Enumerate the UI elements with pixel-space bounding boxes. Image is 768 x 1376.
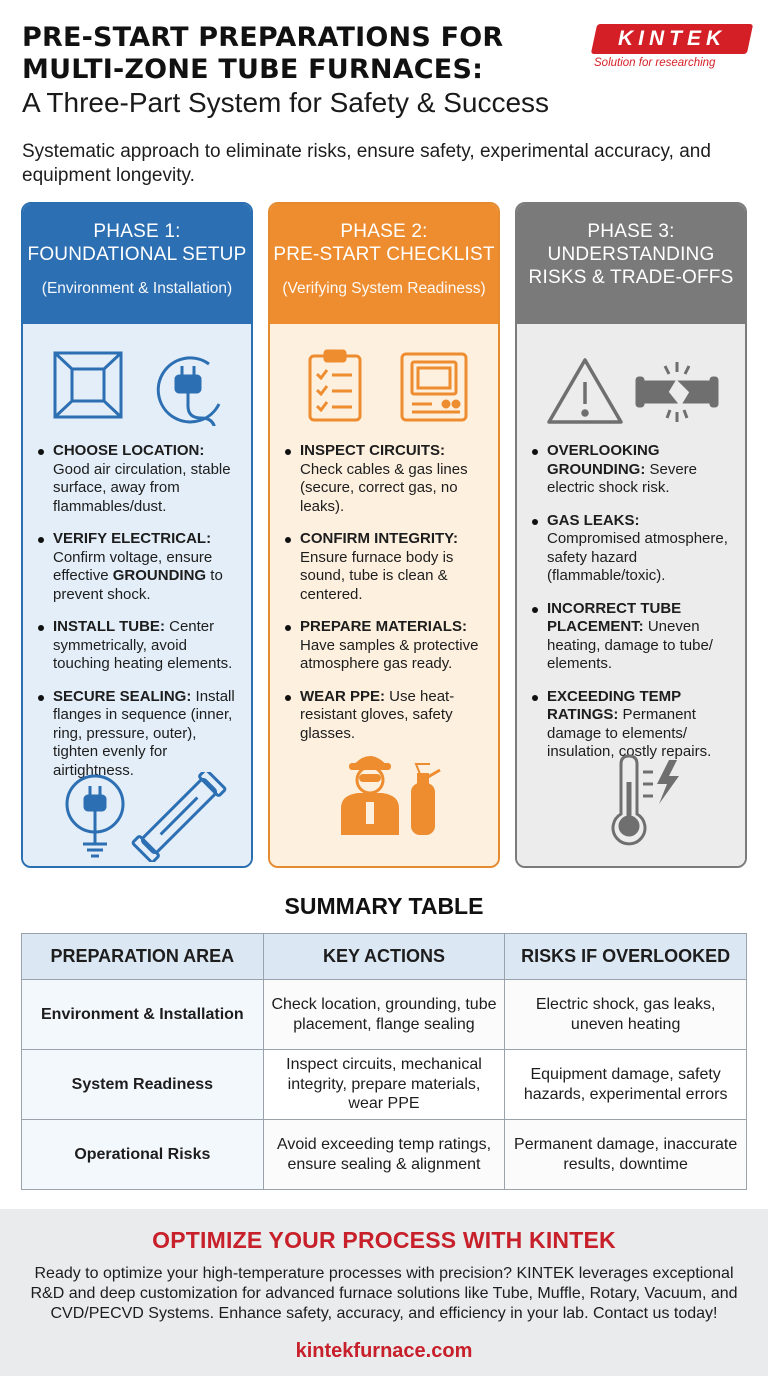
- furnace-icon: [402, 354, 466, 420]
- phase-3-list: [531, 442, 735, 776]
- item-text: Permanent damage to elements/ insulation, costly repairs.: [547, 706, 712, 760]
- room-location-icon: [55, 353, 121, 417]
- phase-1-header: [23, 204, 251, 324]
- list-item: [531, 600, 735, 674]
- phase-3-number: PHASE 3:: [587, 221, 675, 242]
- table-cell-area: Environment & Installation: [22, 980, 264, 1050]
- gas-cylinder-icon: [412, 764, 440, 834]
- list-item: [531, 688, 735, 762]
- phase-1-icons: [23, 346, 251, 426]
- clipboard-checklist-icon: [310, 351, 360, 420]
- item-text: Install flanges in sequence (inner, ring, pressure, outer), tighten evenly for airtightness.: [53, 687, 235, 779]
- phase-1-list: [37, 442, 241, 794]
- list-item: [37, 442, 241, 516]
- item-label: OVERLOOKING GROUNDING:: [547, 442, 660, 478]
- phase-2-card: [268, 202, 500, 868]
- item-label: PREPARE MATERIALS:: [300, 618, 467, 635]
- intro-text: Systematic approach to eliminate risks, ensure safety, experimental accuracy, and equipment longevity.: [22, 141, 711, 186]
- table-row: [22, 1050, 747, 1120]
- list-item: [531, 442, 735, 498]
- table-cell-risks: Electric shock, gas leaks, uneven heating: [505, 980, 747, 1050]
- list-item: [284, 688, 488, 744]
- page-subtitle: A Three-Part System for Safety & Success: [22, 87, 550, 118]
- phase-2-icons: [270, 346, 498, 426]
- item-text: to prevent shock.: [53, 567, 223, 603]
- item-label: SECURE SEALING:: [53, 687, 192, 705]
- kintek-logo[interactable]: [594, 24, 750, 69]
- phase-2-bottom-icons: [270, 744, 498, 834]
- worker-ppe-icon: [342, 757, 398, 834]
- logo-badge: [591, 24, 753, 54]
- phase-3-title: [517, 220, 745, 289]
- table-cell-area: System Readiness: [22, 1050, 264, 1120]
- item-label: CONFIRM INTEGRITY:: [300, 530, 459, 547]
- phase-1-number: PHASE 1:: [93, 221, 181, 242]
- phase-2-subtitle: (Verifying System Readiness): [282, 280, 486, 297]
- table-row: [22, 980, 747, 1050]
- list-item: [531, 512, 735, 586]
- logo-name: KINTEK: [617, 27, 727, 50]
- item-label: GAS LEAKS:: [547, 511, 640, 529]
- column-header: PREPARATION AREA: [22, 934, 264, 980]
- item-label: INSPECT CIRCUITS:: [300, 442, 446, 459]
- table-cell-risks: Permanent damage, inaccurate results, downtime: [505, 1120, 747, 1190]
- phase-1-bottom-icons: [23, 772, 251, 862]
- title-line-1: PRE-START PREPARATIONS FOR: [22, 22, 504, 53]
- power-plug-icon: [158, 358, 219, 426]
- item-label: VERIFY ELECTRICAL:: [53, 530, 212, 547]
- website-link[interactable]: kintekfurnace.com: [295, 1340, 473, 1362]
- item-label: CHOOSE LOCATION:: [53, 442, 205, 459]
- item-text: Have samples & protective atmosphere gas ready.: [300, 636, 479, 672]
- list-item: [37, 530, 241, 604]
- grounded-plug-icon: [67, 776, 123, 856]
- list-item: [37, 618, 241, 674]
- phase-3-card: [515, 202, 747, 868]
- thermometer-icon: [613, 756, 653, 844]
- item-label: INCORRECT TUBE PLACEMENT:: [547, 599, 682, 635]
- phase-1-subtitle: (Environment & Installation): [41, 280, 233, 297]
- phase-1-title: [23, 220, 251, 266]
- summary-table: [21, 933, 747, 1190]
- summary-title: SUMMARY TABLE: [284, 893, 484, 919]
- item-text: Use heat-resistant gloves, safety glasses.: [300, 687, 455, 742]
- item-text: Center symmetrically, avoid touching heating elements.: [53, 618, 233, 672]
- item-text: Ensure furnace body is sound, tube is clean & centered.: [300, 548, 454, 603]
- phase-3-bottom-icons: [517, 754, 745, 844]
- furnace-tube-icon: [132, 772, 225, 862]
- item-text: Check cables & gas lines (secure, correct gas, no leaks).: [300, 460, 468, 515]
- item-emphasis: GROUNDING: [112, 567, 207, 584]
- item-text: Uneven heating, damage to tube/ elements.: [547, 618, 713, 672]
- item-text: Good air circulation, stable surface, away from flammables/dust.: [53, 460, 231, 515]
- phase-3-icons: [517, 346, 745, 426]
- broken-tube-icon: [637, 362, 717, 422]
- warning-triangle-icon: [549, 360, 621, 422]
- table-cell-actions: Inspect circuits, mechanical integrity, prepare materials, wear PPE: [263, 1050, 505, 1120]
- phase-2-list: [284, 442, 488, 757]
- list-item: [37, 688, 241, 781]
- column-header: KEY ACTIONS: [263, 934, 505, 980]
- table-cell-area: Operational Risks: [22, 1120, 264, 1190]
- cta-title: OPTIMIZE YOUR PROCESS WITH KINTEK: [152, 1227, 616, 1253]
- title-line-2: MULTI-ZONE TUBE FURNACES:: [22, 54, 484, 85]
- lightning-icon: [657, 760, 679, 804]
- cta-text: Ready to optimize your high-temperature processes with precision? KINTEK leverages exceptional R&D and deep customization for advanced furnace solutions like Tube, Muffle, Rotary, Vacuum, and CVD/PECVD Systems. Enhance safety, accuracy, and efficiency in your lab. Contact us today!: [30, 1265, 738, 1322]
- phase-3-body: [517, 324, 745, 868]
- phase-2-name: PRE-START CHECKLIST: [273, 244, 495, 265]
- phase-2-body: [270, 324, 498, 868]
- table-cell-actions: Avoid exceeding temp ratings, ensure sealing & alignment: [263, 1120, 505, 1190]
- logo-tagline: Solution for researching: [594, 57, 716, 69]
- cta-section: [0, 1209, 768, 1376]
- phase-1-card: [21, 202, 253, 868]
- phase-2-number: PHASE 2:: [340, 221, 428, 242]
- phase-2-header: [270, 204, 498, 324]
- table-header-row: [22, 934, 747, 980]
- table-cell-risks: Equipment damage, safety hazards, experimental errors: [505, 1050, 747, 1120]
- list-item: [284, 618, 488, 674]
- table-cell-actions: Check location, grounding, tube placement, flange sealing: [263, 980, 505, 1050]
- table-row: [22, 1120, 747, 1190]
- header: [22, 22, 582, 120]
- item-text: Severe electric shock risk.: [547, 460, 698, 496]
- list-item: [284, 442, 488, 516]
- item-label: INSTALL TUBE:: [53, 618, 165, 635]
- item-text: Confirm voltage, ensure effective: [53, 548, 213, 584]
- phase-2-title: [270, 220, 498, 266]
- phase-1-body: [23, 324, 251, 868]
- list-item: [284, 530, 488, 604]
- column-header: RISKS IF OVERLOOKED: [505, 934, 747, 980]
- item-text: Compromised atmosphere, safety hazard (flammable/toxic).: [547, 530, 728, 584]
- phase-1-name: FOUNDATIONAL SETUP: [27, 244, 247, 265]
- phase-3-header: [517, 204, 745, 324]
- item-label: WEAR PPE:: [300, 687, 386, 705]
- page-title: [22, 22, 582, 86]
- phase-3-name: UNDERSTANDING: [547, 244, 715, 265]
- phase-3-name-line-2: RISKS & TRADE-OFFS: [528, 267, 734, 288]
- item-label: EXCEEDING TEMP RATINGS:: [547, 687, 681, 723]
